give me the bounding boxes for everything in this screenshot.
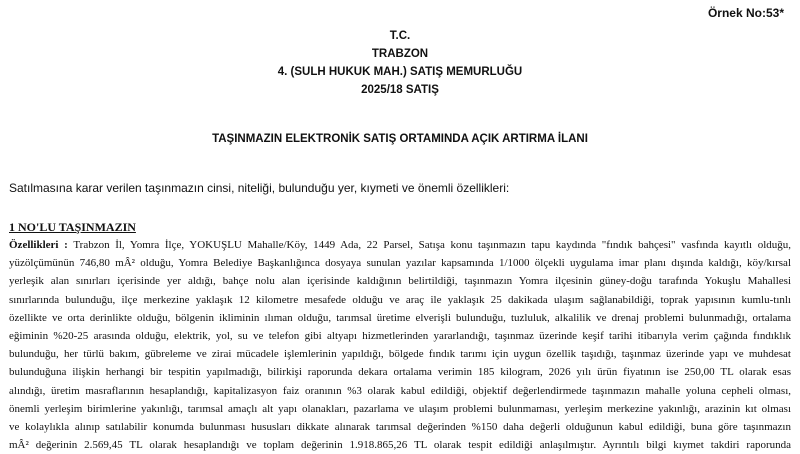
description-line: Özellikleri : Trabzon İl, Yomra İlçe, YOKUŞLU Mahalle/Köy, 1449 Ada, 22 Parsel, Satışa konu taşınmazın tapu kaydında "fındık bahçesi" vasfında kayıtlı olduğu, (9, 239, 791, 251)
description-line: önemli yerleşim birimlerine yakınlığı, tarımsal amaçlı alt yapı olanakları, pazarlama ve ulaşım problemi bulunmaması, yerleşim merkezine yakınlığı, arazinin kıt olması (9, 402, 791, 415)
header-city: TRABZON (371, 48, 429, 60)
header-country: T.C. (389, 30, 411, 42)
features-label: Özellikleri : (9, 239, 74, 251)
description-line: ve kolaylıkla alınıp satılabilir konumda bulunması hususları dikkate alınarak tarımsal değerinden %150 daha değerli olduğunun kabul edildiği, buna göre taşınmazın (9, 421, 791, 434)
description-line: yüzölçümünün 746,80 mÂ² olduğu, Yomra Belediye Başkanlığınca dosyaya sunulan yazılar kapsamında 1/1000 ölçekli uygulama imar planı dışında kaldığı, köy/kırsal (9, 257, 791, 270)
description-line: bulunduğuna ilişkin herhangi bir tespitin yapılmadığı, bilirkişi raporunda dekara ortalama verimin 185 kilogram, 2026 yılı ürün fiyatının ise 250,00 TL olarak esas (9, 366, 791, 379)
description-line: yerleşik alan sınırları içerisinde yer aldığı, bahçe nolu alan içerisinde kaldığının belirtildiği, taşınmazın Yomra ilçesinin güney-doğu tarafında Yokuşlu Mahallesi (9, 275, 791, 288)
notice-title: TAŞINMAZIN ELEKTRONİK SATIŞ ORTAMINDA AÇIK ARTIRMA İLANI (212, 133, 588, 145)
intro-paragraph: Satılmasına karar verilen taşınmazın cinsi, niteliği, bulunduğu yer, kıymeti ve önemli özellikleri: (9, 181, 510, 195)
description-line: bulunduğu, her türlü bakım, gübreleme ve zirai mücadele işlemlerinin yapıldığı, bölgede fındık tarımı için uygun özellik taşıdığı, taşınmaz üzerinde yapı ve muhdesat (9, 348, 791, 361)
header-office: 4. (SULH HUKUK MAH.) SATIŞ MEMURLUĞU (277, 66, 523, 78)
description-line: sınırlarında bulunduğu, ilçe merkezine yaklaşık 12 kilometre mesafede olduğu ve araç ile yaklaşık 25 dakikada ulaşım sağlanabildiği, toprak yapısının kumlu-tınlı (9, 293, 791, 306)
description-line: alındığı, üretim masraflarının hesaplandığı, kapitalizasyon faiz oranının %3 olarak kabul edildiği, objektif değerlendirmede taşınmazın mahalle yoluna cepheli olması, (9, 384, 791, 397)
document-header (0, 27, 800, 99)
description-line: özellikte ve orta derinlikte olduğu, bölgenin ikliminin ılıman olduğu, tarımsal üretime elverişli bulunduğu, tuzluluk, alkalilik ve drenaj problemi bulunmadığı, ortalama (9, 311, 791, 324)
header-case-number: 2025/18 SATIŞ (361, 84, 439, 96)
sample-number: Örnek No:53* (707, 6, 784, 20)
description-line: mÂ² değerinin 2.569,45 TL olarak hesaplandığı ve toplam değerinin 1.918.865,26 TL olarak tespit edildiği anlaşılmıştır. Ayrıntılı bilgi kıymet takdiri raporunda (9, 439, 791, 452)
section-heading: 1 NO'LU TAŞINMAZIN (9, 220, 136, 234)
description-line: eğiminin %20-25 arasında olduğu, elektrik, yol, su ve telefon gibi altyapı hizmetlerinden yararlandığı, taşınmaz üzerinde keşif tarihi itibarıyla verim çağında fındıklık (9, 330, 791, 343)
property-description (9, 236, 791, 454)
